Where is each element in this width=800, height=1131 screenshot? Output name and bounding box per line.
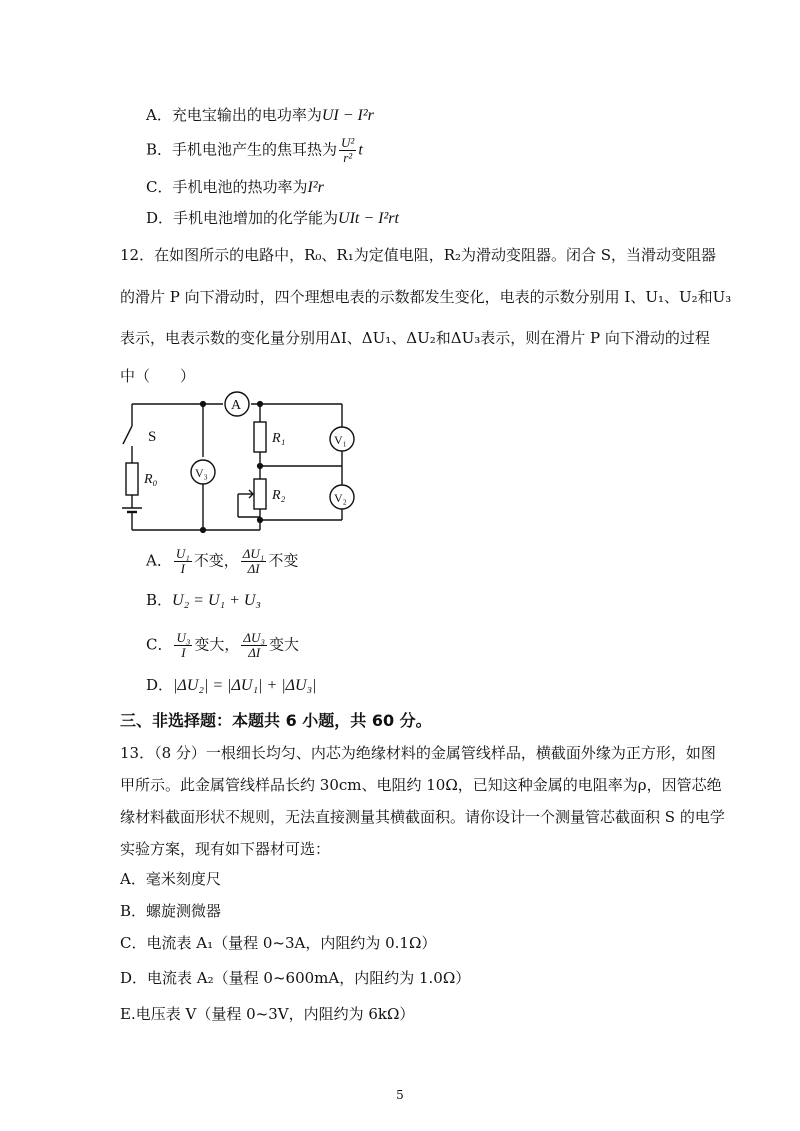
q13-option-e: E.电压表 V（量程 0~3V，内阻约为 6kΩ） (120, 1005, 415, 1023)
page-number: 5 (396, 1088, 404, 1102)
v2-label: V₂ (334, 491, 347, 505)
r2-resistor (254, 479, 266, 509)
q13-stem-line2: 甲所示。此金属管线样品长约 30cm、电阻约 10Ω，已知这种金属的电阻率为ρ，因管芯绝 (120, 776, 722, 794)
v1-label: V₁ (334, 433, 347, 447)
q13-option-a: A．毫米刻度尺 (120, 870, 221, 888)
q11-option-c: C．手机电池的热功率为I²r (146, 178, 324, 196)
q11-option-d: D．手机电池增加的化学能为UIt − I²rt (146, 209, 399, 227)
q11-option-b: B．手机电池产生的焦耳热为 $\frac{\text{U²}}{\text{r²}}$ t (146, 135, 363, 165)
q12-stem-line4: 中（ ） (120, 367, 196, 385)
r1-resistor (254, 422, 266, 452)
ammeter-label: A (231, 398, 242, 413)
q12-stem-line3: 表示，电表示数的变化量分别用ΔI、ΔU₁、ΔU₂和ΔU₃表示，则在滑片 P 向下滑动的过程 (120, 329, 710, 347)
switch-blade (123, 426, 132, 444)
section-heading: 三、非选择题：本题共 6 小题，共 60 分。 (120, 711, 432, 730)
q12-option-a: A． $\frac{\text{U₁}}{I}$ 不变， $\frac{\text{ΔU₁}}{\Delta I}$ 不变 (146, 546, 299, 576)
q13-option-b: B．螺旋测微器 (120, 902, 222, 920)
r2-label: R₂ (272, 488, 286, 503)
v3-label: V₃ (195, 466, 208, 480)
q13-option-c: C．电流表 A₁（量程 0~3A，内阻约为 0.1Ω） (120, 934, 437, 952)
q12-stem-line1: 12．在如图所示的电路中，R₀、R₁为定值电阻，R₂为滑动变阻器。闭合 S，当滑动变阻器 (120, 246, 717, 264)
q13-option-d: D．电流表 A₂（量程 0~600mA，内阻约为 1.0Ω） (120, 969, 471, 987)
r0-label: R₀ (144, 472, 158, 487)
circuit-diagram (120, 390, 370, 538)
q13-stem-line1: 13．（8 分）一根细长均匀、内芯为绝缘材料的金属管线样品，横截面外缘为正方形，如图 (120, 744, 716, 762)
q13-stem-line3: 缘材料截面形状不规则，无法直接测量其横截面积。请你设计一个测量管芯截面积 S 的电学 (120, 808, 725, 826)
r0-resistor (126, 463, 138, 495)
q12-stem-line2: 的滑片 P 向下滑动时，四个理想电表的示数都发生变化，电表的示数分别用 I、U₁、U₂和U₃ (120, 288, 732, 306)
q11-option-a: A．充电宝输出的电功率为UI − I²r (146, 106, 374, 124)
r1-label: R₁ (272, 431, 286, 446)
q12-option-b: B．U₂ = U₁ + U₃ (146, 591, 261, 609)
junction-dot (258, 464, 263, 469)
q12-option-c: C． $\frac{\text{U₃}}{I}$ 变大， $\frac{\text{ΔU₃}}{\Delta I}$ 变大 (146, 630, 299, 660)
junction-dot (201, 528, 206, 533)
fraction: $\frac{\text{U²}}{\text{r²}}$ (341, 135, 355, 165)
switch-label: S (148, 429, 157, 445)
junction-dot (258, 518, 263, 523)
q13-stem-line4: 实验方案，现有如下器材可选： (120, 840, 331, 858)
junction-dot (258, 402, 263, 407)
q12-option-d: D．|ΔU₂| = |ΔU₁| + |ΔU₃| (146, 676, 317, 694)
junction-dot (201, 402, 206, 407)
